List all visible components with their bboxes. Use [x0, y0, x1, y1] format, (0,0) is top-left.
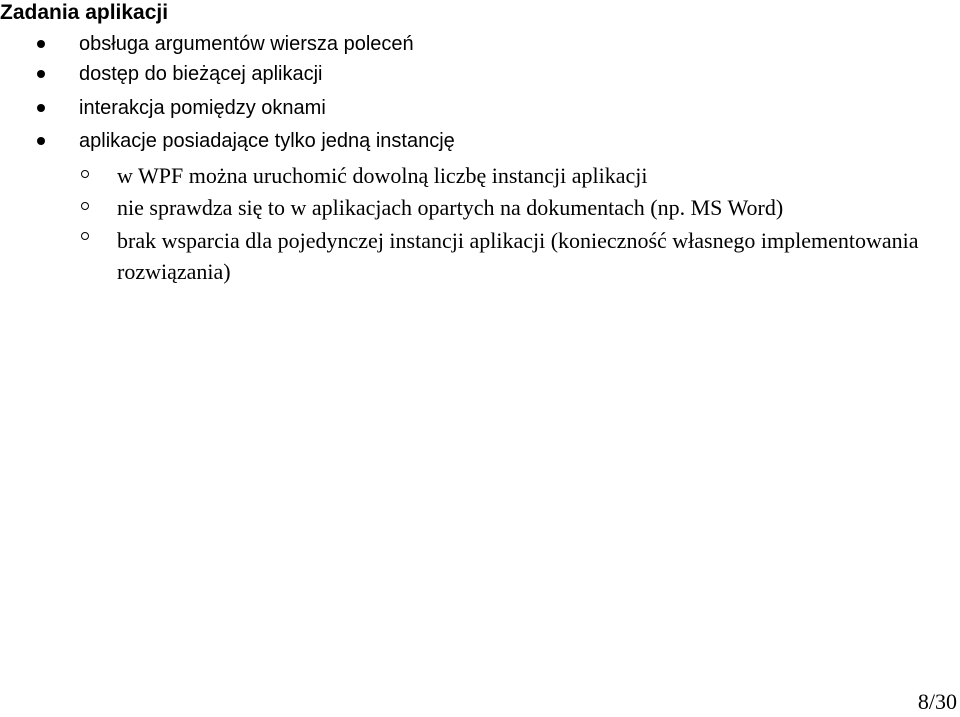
- bullet-text: obsługa argumentów wiersza poleceń: [79, 33, 414, 55]
- bullet-item: [79, 96, 326, 120]
- bullet-text: aplikacje posiadające tylko jedną instancję: [79, 130, 455, 152]
- bullet-dot-icon: [37, 70, 45, 78]
- bullet-dot-icon: [37, 104, 45, 112]
- sub-bullet-item: [117, 163, 648, 189]
- bullet-item: [79, 32, 414, 56]
- bullet-item: [79, 62, 323, 86]
- slide-title: Zadania aplikacji: [0, 1, 169, 24]
- sub-bullet-item: [117, 195, 783, 221]
- bullet-item: [79, 129, 455, 153]
- sub-bullet-text: w WPF można uruchomić dowolną liczbę instancji aplikacji: [117, 163, 648, 188]
- bullet-text: dostęp do bieżącej aplikacji: [79, 63, 323, 85]
- sub-bullet-item: [117, 225, 937, 287]
- bullet-text: interakcja pomiędzy oknami: [79, 97, 326, 119]
- bullet-dot-icon: [37, 40, 45, 48]
- page-number: 8/30: [917, 689, 957, 714]
- sub-bullet-text: brak wsparcia dla pojedynczej instancji aplikacji (konieczność własnego implementowania rozwiązania): [117, 228, 919, 284]
- bullet-circle-icon: [81, 232, 89, 240]
- bullet-circle-icon: [81, 202, 89, 210]
- bullet-circle-icon: [81, 170, 89, 178]
- sub-bullet-text: nie sprawdza się to w aplikacjach opartych na dokumentach (np. MS Word): [117, 195, 784, 220]
- bullet-dot-icon: [37, 137, 45, 145]
